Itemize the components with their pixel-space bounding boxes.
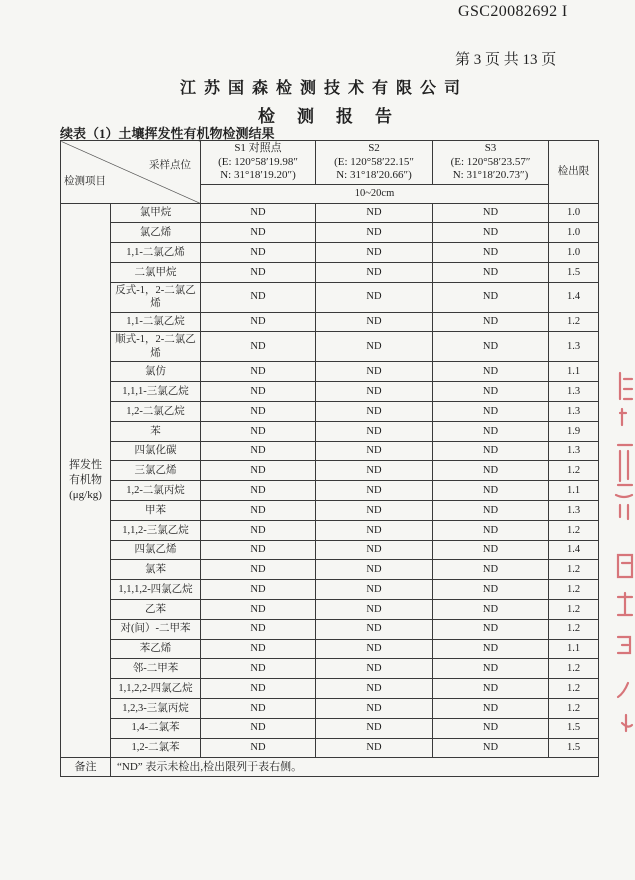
s2-result: ND [316,600,433,620]
s2-result: ND [316,481,433,501]
s3-result: ND [433,223,549,243]
item-name-cell: 顺式-1，2-二氯乙烯 [111,332,201,362]
data-row [61,560,599,580]
seal-fragment-graphic [598,365,635,760]
s2-result: ND [316,738,433,758]
s3-result: ND [433,362,549,382]
data-row [61,262,599,282]
detection-limit: 1.4 [549,282,599,312]
item-name-cell: 邻-二甲苯 [111,659,201,679]
data-row [61,481,599,501]
item-name-cell: 氯苯 [111,560,201,580]
data-row [61,461,599,481]
category-line1: 挥发性 [69,458,102,471]
data-row [61,501,599,521]
item-name-cell: 苯乙烯 [111,639,201,659]
detection-limit: 1.3 [549,441,599,461]
s3-result: ND [433,738,549,758]
page-indicator: 第 3 页 共 13 页 [455,52,557,68]
data-row [61,738,599,758]
data-row [61,441,599,461]
detection-limit: 1.1 [549,639,599,659]
s1-result: ND [201,580,316,600]
point-s1-header [201,141,316,185]
s2-result: ND [316,540,433,560]
detection-limit: 1.3 [549,332,599,362]
data-row [61,639,599,659]
point-longitude: (E: 120°58′23.57″ [450,155,531,168]
table-footer [61,758,599,777]
detection-limit: 1.4 [549,540,599,560]
s3-result: ND [433,639,549,659]
table-header [61,141,599,204]
item-name-cell: 氯仿 [111,362,201,382]
s1-result: ND [201,262,316,282]
s1-result: ND [201,540,316,560]
s1-result: ND [201,619,316,639]
s3-result: ND [433,421,549,441]
s3-result: ND [433,402,549,422]
data-row [61,421,599,441]
point-longitude: (E: 120°58′22.15″ [334,155,414,168]
item-name-cell: 四氯乙烯 [111,540,201,560]
results-table [60,140,599,777]
s1-result: ND [201,520,316,540]
detection-limit-header: 检出限 [549,141,599,204]
item-name-cell: 苯 [111,421,201,441]
point-longitude: (E: 120°58′19.98″ [218,155,298,168]
item-name-cell: 三氯乙烯 [111,461,201,481]
item-name-cell: 氯乙烯 [111,223,201,243]
s1-result: ND [201,659,316,679]
item-name-cell: 氯甲烷 [111,203,201,223]
s3-result: ND [433,332,549,362]
s3-result: ND [433,243,549,263]
item-name-cell: 二氯甲烷 [111,262,201,282]
item-name-cell: 1,1-二氯乙烷 [111,312,201,332]
detection-limit: 1.0 [549,203,599,223]
s1-result: ND [201,699,316,719]
s3-result: ND [433,441,549,461]
s1-result: ND [201,718,316,738]
detection-limit: 1.3 [549,501,599,521]
data-row [61,699,599,719]
s3-result: ND [433,718,549,738]
detection-limit: 1.3 [549,402,599,422]
s3-result: ND [433,679,549,699]
s3-result: ND [433,501,549,521]
s2-result: ND [316,243,433,263]
test-item-label: 检测项目 [64,176,106,187]
data-row [61,718,599,738]
corner-header-cell [61,141,201,204]
s3-result: ND [433,262,549,282]
detection-limit: 1.1 [549,481,599,501]
s1-result: ND [201,282,316,312]
s2-result: ND [316,520,433,540]
detection-limit: 1.5 [549,718,599,738]
s2-result: ND [316,223,433,243]
s2-result: ND [316,421,433,441]
s2-result: ND [316,262,433,282]
s3-result: ND [433,203,549,223]
s2-result: ND [316,441,433,461]
point-latitude: N: 31°18′20.66″) [336,169,412,181]
s1-result: ND [201,332,316,362]
data-row [61,382,599,402]
s2-result: ND [316,580,433,600]
remark-row [61,758,599,777]
s1-result: ND [201,312,316,332]
detection-limit: 1.0 [549,223,599,243]
detection-limit: 1.5 [549,738,599,758]
data-row [61,312,599,332]
item-name-cell: 1,1-二氯乙烯 [111,243,201,263]
table-body [61,203,599,758]
s3-result: ND [433,461,549,481]
item-name-cell: 对(间）-二甲苯 [111,619,201,639]
s3-result: ND [433,619,549,639]
s2-result: ND [316,203,433,223]
s2-result: ND [316,501,433,521]
remark-label: 备注 [61,758,111,777]
item-name-cell: 1,1,1-三氯乙烷 [111,382,201,402]
detection-limit: 1.2 [549,520,599,540]
detection-limit: 1.2 [549,312,599,332]
point-latitude: N: 31°18′19.20″) [220,169,296,181]
category-line2: 有机物 [69,473,102,486]
detection-limit: 1.3 [549,382,599,402]
data-row [61,243,599,263]
s3-result: ND [433,600,549,620]
s3-result: ND [433,520,549,540]
item-name-cell: 乙苯 [111,600,201,620]
item-name-cell: 1,4-二氯苯 [111,718,201,738]
s2-result: ND [316,619,433,639]
s1-result: ND [201,600,316,620]
detection-limit: 1.1 [549,362,599,382]
s1-result: ND [201,382,316,402]
s1-result: ND [201,441,316,461]
data-row [61,282,599,312]
item-name-cell: 1,2-二氯丙烷 [111,481,201,501]
data-row [61,362,599,382]
detection-limit: 1.5 [549,262,599,282]
s2-result: ND [316,699,433,719]
s3-result: ND [433,699,549,719]
s1-result: ND [201,501,316,521]
point-name: S3 [484,142,497,154]
data-row [61,619,599,639]
s1-result: ND [201,402,316,422]
data-row [61,679,599,699]
detection-limit: 1.2 [549,619,599,639]
remark-text: “ND” 表示未检出,检出限列于表右侧。 [111,758,599,777]
detection-limit: 1.2 [549,600,599,620]
s1-result: ND [201,421,316,441]
s2-result: ND [316,312,433,332]
item-name-cell: 1,2-二氯乙烷 [111,402,201,422]
point-latitude: N: 31°18′20.73″) [452,169,529,181]
s2-result: ND [316,402,433,422]
s2-result: ND [316,679,433,699]
category-unit: (μg/kg) [69,488,102,501]
header-row [61,141,599,185]
item-name-cell: 1,2-二氯苯 [111,738,201,758]
data-row [61,203,599,223]
data-row [61,600,599,620]
item-name-cell: 1,1,2-三氯乙烷 [111,520,201,540]
detection-limit: 1.2 [549,560,599,580]
s3-result: ND [433,282,549,312]
s3-result: ND [433,481,549,501]
data-row [61,580,599,600]
s1-result: ND [201,679,316,699]
item-name-cell: 反式-1，2-二氯乙烯 [111,282,201,312]
s2-result: ND [316,382,433,402]
detection-limit: 1.0 [549,243,599,263]
s3-result: ND [433,540,549,560]
data-row [61,659,599,679]
report-number: GSC20082692 I [458,3,568,20]
s2-result: ND [316,639,433,659]
s3-result: ND [433,580,549,600]
detection-limit: 1.2 [549,461,599,481]
s2-result: ND [316,659,433,679]
detection-limit: 1.2 [549,659,599,679]
s1-result: ND [201,738,316,758]
item-name-cell: 1,1,2,2-四氯乙烷 [111,679,201,699]
s1-result: ND [201,243,316,263]
point-s3-header [433,141,549,185]
s1-result: ND [201,362,316,382]
s2-result: ND [316,362,433,382]
s2-result: ND [316,332,433,362]
detection-limit: 1.2 [549,580,599,600]
data-row [61,332,599,362]
item-name-cell: 甲苯 [111,501,201,521]
category-cell [61,203,111,758]
data-row [61,223,599,243]
detection-limit: 1.2 [549,699,599,719]
detection-limit: 1.2 [549,679,599,699]
s1-result: ND [201,203,316,223]
point-s2-header [316,141,433,185]
item-name-cell: 1,1,1,2-四氯乙烷 [111,580,201,600]
point-name: S2 [368,142,380,154]
s2-result: ND [316,560,433,580]
s2-result: ND [316,718,433,738]
seal-fragment [598,365,635,760]
s1-result: ND [201,461,316,481]
s3-result: ND [433,560,549,580]
s1-result: ND [201,639,316,659]
company-name: 江苏国森检测技术有限公司 [179,80,468,97]
item-name-cell: 1,2,3-三氯丙烷 [111,699,201,719]
detection-limit: 1.9 [549,421,599,441]
s3-result: ND [433,312,549,332]
sampling-point-label: 采样点位 [149,160,191,171]
data-row [61,402,599,422]
s1-result: ND [201,481,316,501]
document-title: 检测报告 [258,107,414,126]
s1-result: ND [201,560,316,580]
s3-result: ND [433,382,549,402]
table-caption: 续表（1）土壤挥发性有机物检测结果 [60,126,275,141]
s1-result: ND [201,223,316,243]
item-name-cell: 四氯化碳 [111,441,201,461]
s3-result: ND [433,659,549,679]
data-row [61,540,599,560]
s2-result: ND [316,461,433,481]
sampling-depth: 10~20cm [201,184,549,203]
s2-result: ND [316,282,433,312]
data-row [61,520,599,540]
point-name: S1 对照点 [234,142,282,154]
